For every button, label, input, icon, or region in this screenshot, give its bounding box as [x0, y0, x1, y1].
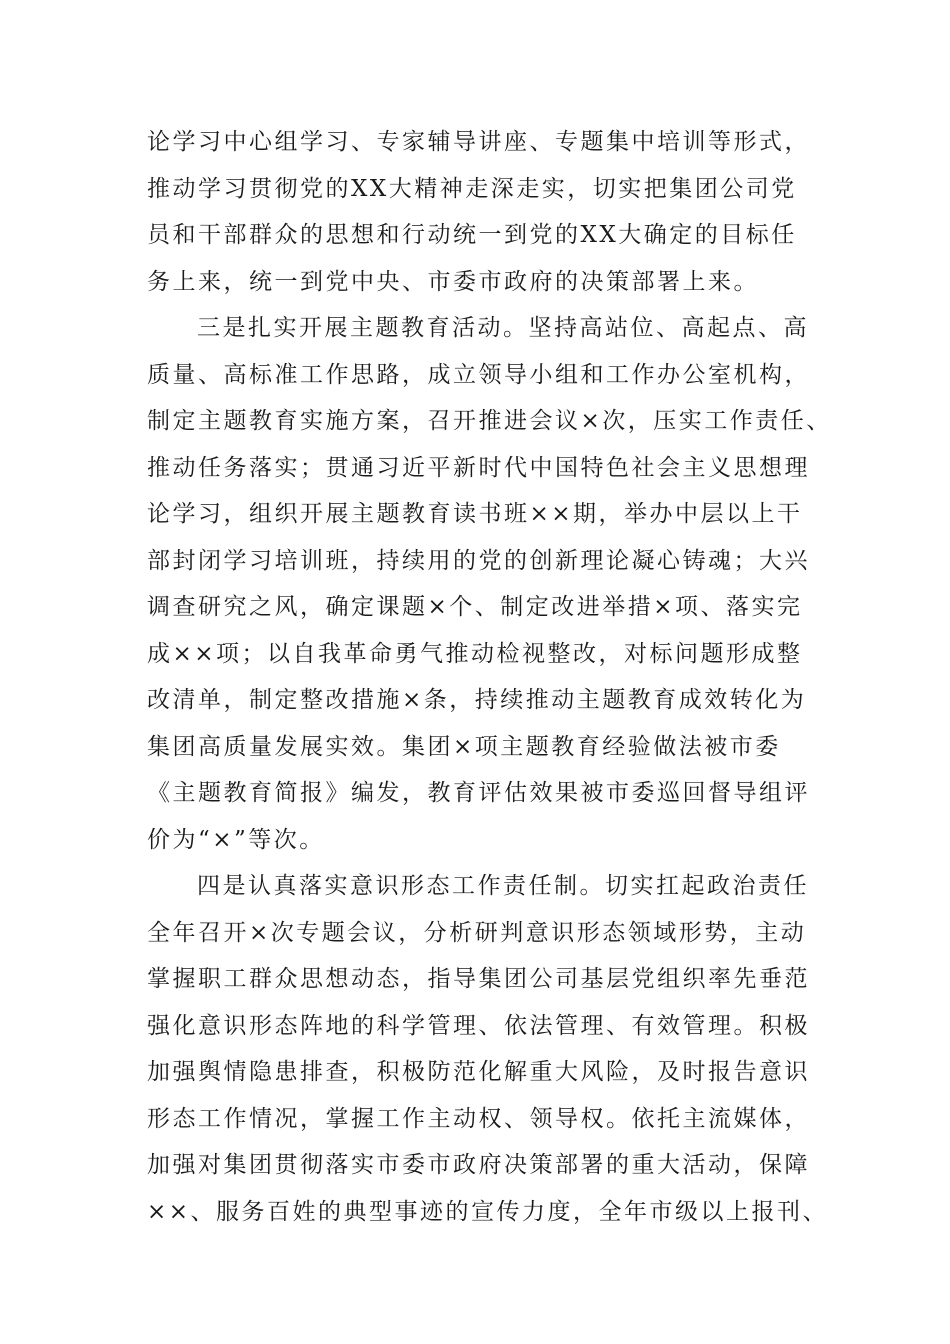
body-text	[147, 119, 832, 1235]
text-line: 改清单，制定整改措施×条，持续推动主题教育成效转化为	[147, 687, 807, 713]
text-line: 成××项；以自我革命勇气推动检视整改，对标问题形成整	[147, 640, 803, 667]
text-line: 员和干部群众的思想和行动统一到党的XX大确定的目标任	[147, 222, 797, 248]
text-line: 加强对集团贯彻落实市委市政府决策部署的重大活动，保障	[147, 1152, 810, 1178]
text-line: 全年召开×次专题会议，分析研判意识形态领域形势，主动	[147, 919, 807, 946]
text-line: 形态工作情况，掌握工作主动权、领导权。依托主流媒体，	[147, 1105, 810, 1132]
text-line: 论学习，组织开展主题教育读书班××期，举办中层以上干	[147, 501, 803, 527]
text-line: 价为“×”等次。	[147, 826, 325, 853]
text-line: 推动任务落实；贯通习近平新时代中国特色社会主义思想理	[147, 454, 810, 481]
text-line: 务上来，统一到党中央、市委市政府的决策部署上来。	[147, 268, 759, 295]
text-line: 论学习中心组学习、专家辅导讲座、专题集中培训等形式，	[147, 129, 810, 155]
text-line: 掌握职工群众思想动态，指导集团公司基层党组织率先垂范	[147, 966, 810, 992]
text-line: 推动学习贯彻党的XX大精神走深走实，切实把集团公司党	[147, 175, 797, 202]
paragraph-start-line: 四是认真落实意识形态工作责任制。切实扛起政治责任	[197, 873, 809, 899]
text-line: 加强舆情隐患排查，积极防范化解重大风险，及时报告意识	[147, 1059, 810, 1085]
text-line: ××、服务百姓的典型事迹的宣传力度，全年市级以上报刊、	[147, 1198, 829, 1225]
text-line: 制定主题教育实施方案，召开推进会议×次，压实工作责任、	[147, 408, 832, 434]
text-line: 集团高质量发展实效。集团×项主题教育经验做法被市委	[147, 733, 781, 760]
text-line: 调查研究之风，确定课题×个、制定改进举措×项、落实完	[147, 594, 803, 620]
text-line: 《主题教育简报》编发，教育评估效果被市委巡回督导组评	[147, 780, 810, 806]
text-line: 质量、高标准工作思路，成立领导小组和工作办公室机构，	[147, 361, 810, 388]
text-line: 强化意识形态阵地的科学管理、依法管理、有效管理。积极	[147, 1012, 810, 1039]
paragraph-start-line: 三是扎实开展主题教育活动。坚持高站位、高起点、高	[197, 315, 809, 341]
text-line: 部封闭学习培训班，持续用的党的创新理论凝心铸魂；大兴	[147, 547, 810, 574]
